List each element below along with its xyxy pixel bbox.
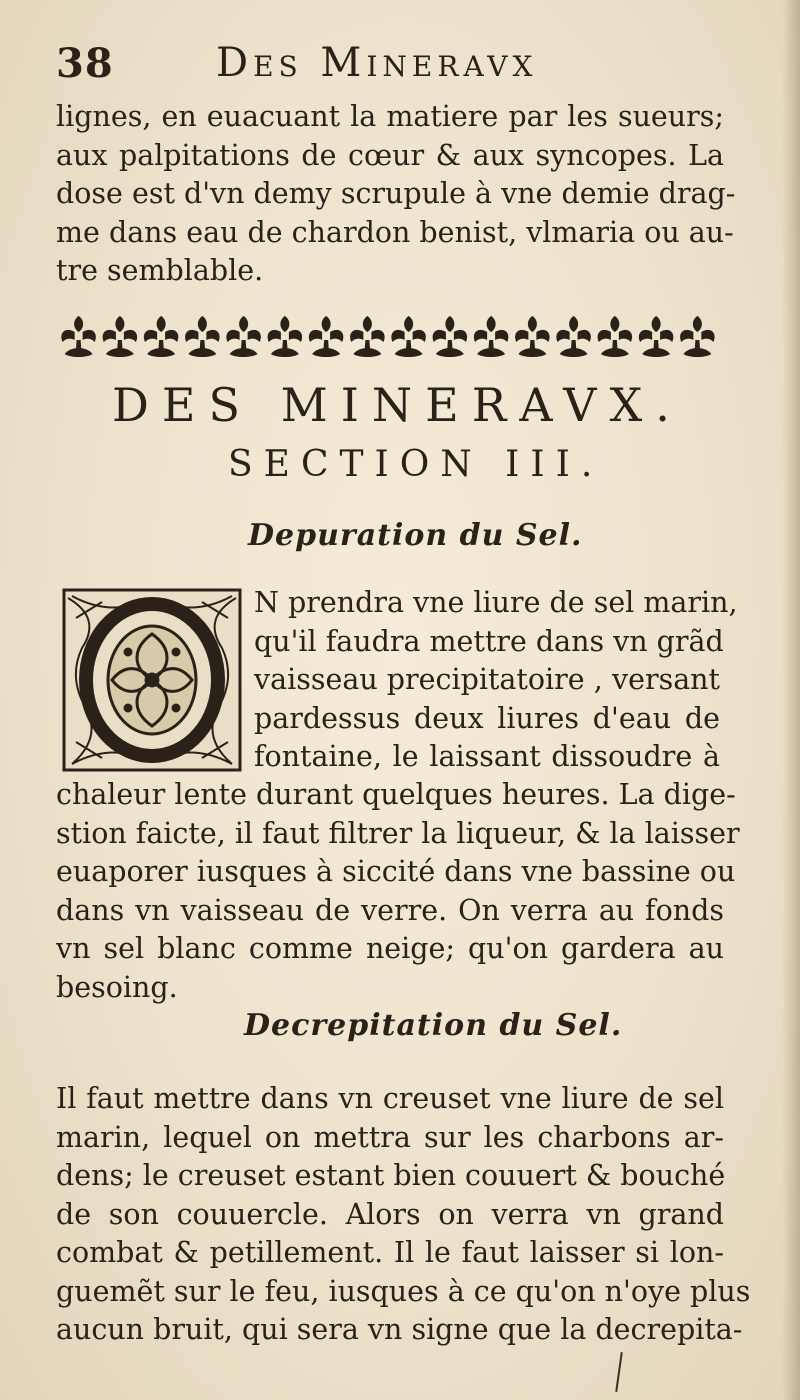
para1-line-2: qu'il faudra mettre dans vn grãd	[254, 624, 724, 658]
para1-line-1: N prendra vne liure de sel marin,	[254, 586, 738, 619]
fleuron-icon	[61, 316, 96, 357]
para2-line-3: dens; le creuset estant bien couuert & bouché	[56, 1159, 726, 1192]
fleuron-icon	[268, 316, 303, 357]
fleuron-icon	[474, 316, 509, 357]
para2-line-4: de son couuercle. Alors on verra vn grand	[56, 1197, 724, 1231]
para2-line-7: aucun bruit, qui sera vn signe que la decrepita-	[56, 1313, 743, 1346]
para2-line-5: combat & petillement. Il le faut laisser si lon-	[56, 1236, 724, 1269]
fleuron-icon	[226, 316, 261, 357]
fleuron-icon	[598, 316, 633, 357]
paragraph-1-continued	[56, 776, 740, 1007]
para1-line-8: euaporer iusques à siccité dans vne bassine ou	[56, 855, 736, 888]
ink-mark	[615, 1352, 623, 1392]
fleuron-icon	[639, 316, 674, 357]
intro-line-4: me dans eau de chardon benist, vlmaria ou au-	[56, 215, 734, 249]
decorated-initial-icon	[62, 588, 242, 772]
fleuron-icon	[680, 316, 715, 357]
main-title: DES MINERAVX.	[112, 378, 683, 432]
subheading-depuration: Depuration du Sel.	[248, 518, 583, 553]
fleuron-icon	[350, 316, 385, 357]
para2-line-1: Il faut mettre dans vn creuset vne liure de sel	[56, 1082, 724, 1115]
fleuron-band-icon	[58, 308, 718, 364]
section-title: SECTION III.	[228, 444, 604, 485]
fleuron-icon	[433, 316, 468, 357]
fleuron-icon	[185, 316, 220, 357]
fleuron-icon	[144, 316, 179, 357]
para1-line-6: chaleur lente durant quelques heures. La dige-	[56, 778, 736, 811]
intro-line-5: tre semblable.	[56, 254, 264, 287]
intro-line-3: dose est d'vn demy scrupule à vne demie drag-	[56, 177, 736, 210]
para2-line-6: guemẽt sur le feu, iusques à ce qu'on n'oye plus	[56, 1274, 751, 1308]
fleuron-icon	[309, 316, 344, 357]
fleuron-icon	[515, 316, 550, 357]
intro-paragraph	[56, 98, 736, 291]
para1-line-10: vn sel blanc comme neige; qu'on gardera au	[56, 932, 724, 965]
fleuron-icon	[556, 316, 591, 357]
paragraph-1-beside-initial	[254, 584, 738, 777]
running-head	[56, 40, 716, 90]
para1-line-7: stion faicte, il faut filtrer la liqueur, & la laisser	[56, 816, 740, 850]
para1-line-11: besoing.	[56, 970, 178, 1004]
para1-line-3: vaisseau precipitatoire , versant	[254, 663, 720, 696]
intro-line-2: aux palpitations de cœur & aux syncopes. La	[56, 138, 724, 172]
paragraph-2	[56, 1080, 751, 1350]
para1-line-5: fontaine, le laissant dissoudre à	[254, 740, 720, 773]
fleuron-icon	[391, 316, 426, 357]
fleuron-icon	[103, 316, 138, 357]
para2-line-2: marin, lequel on mettra sur les charbons ar-	[56, 1120, 724, 1154]
para1-line-4: pardessus deux liures d'eau de	[254, 701, 720, 735]
running-title: Des Mineravx	[216, 40, 538, 86]
para1-line-9: dans vn vaisseau de verre. On verra au fonds	[56, 893, 724, 927]
page-number: 38	[56, 40, 114, 87]
subheading-decrepitation: Decrepitation du Sel.	[244, 1008, 623, 1043]
intro-line-1: lignes, en euacuant la matiere par les sueurs;	[56, 100, 724, 133]
